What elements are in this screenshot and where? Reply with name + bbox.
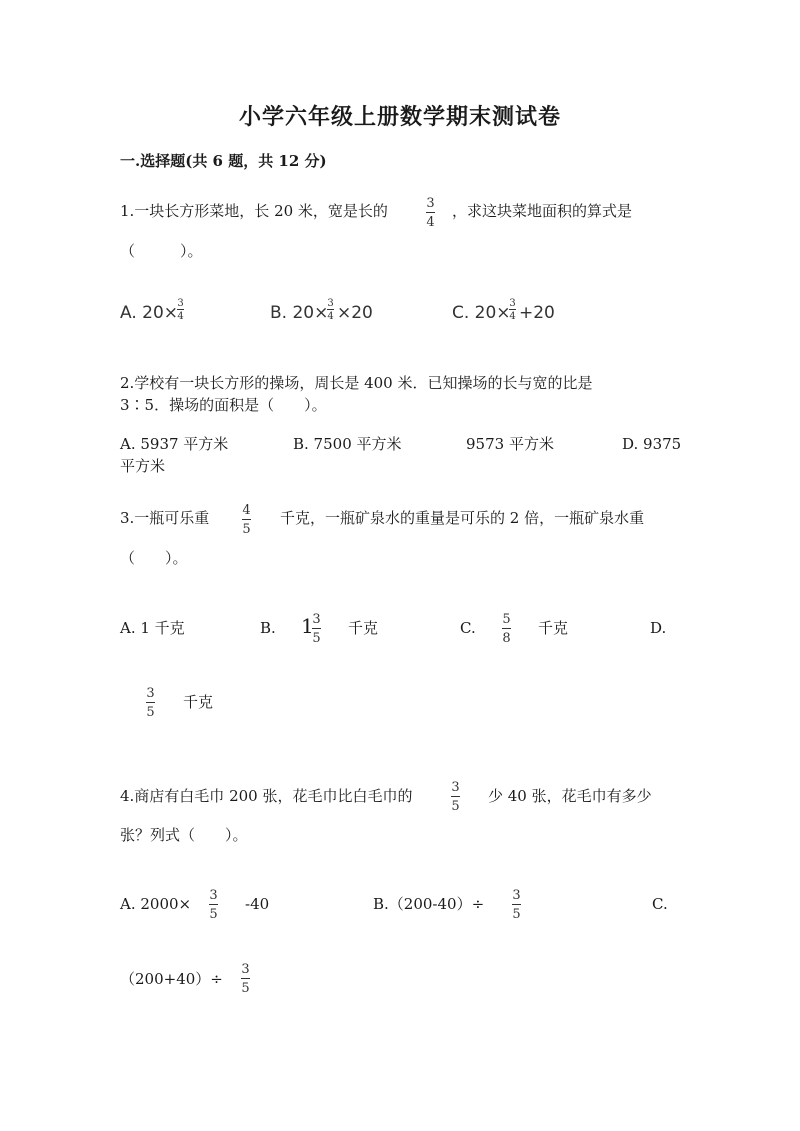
option-label: D. [650,619,667,637]
numerator: 3 [177,298,184,309]
denominator: 5 [242,522,251,537]
option-label: B. 20× [270,303,329,323]
numerator: 3 [146,686,155,701]
denominator: 5 [241,981,250,996]
fraction [327,298,334,322]
option-unit: 千克 [538,619,569,637]
answer-blank: 张？列式（ ）。 [120,826,248,844]
option-tail: +20 [519,303,555,323]
option-label: A. 2000× [120,895,192,913]
option-d[interactable]: D. 9375 [622,435,682,453]
option-unit: 千克 [183,693,214,711]
denominator: 5 [451,799,460,814]
option-tail: -40 [245,895,270,913]
question-text: 少 40 张，花毛巾有多少 [488,787,652,805]
question-text: 3.一瓶可乐重 [120,509,210,527]
denominator: 4 [426,215,435,230]
fraction [209,888,218,922]
denominator: 5 [512,907,521,922]
fraction [426,196,435,230]
numerator: 3 [327,298,334,309]
denominator: 5 [312,631,321,646]
denominator: 8 [502,631,511,646]
fraction [177,298,184,322]
question-text: 3∶5．操场的面积是（ ）。 [120,396,327,414]
numerator: 3 [426,196,435,211]
denominator: 5 [146,705,155,720]
option-c-continued: （200+40）÷ [120,970,223,988]
numerator: 3 [241,962,250,977]
numerator: 5 [502,612,511,627]
fraction [451,780,460,814]
question-text: ，求这块菜地面积的算式是 [452,202,633,220]
option-label: C. [652,895,668,913]
fraction [509,298,516,322]
option-a[interactable]: A. 1 千克 [120,619,185,637]
option-tail: ×20 [337,303,373,323]
numerator: 3 [451,780,460,795]
option-label: C. [460,619,476,637]
question-text: 千克，一瓶矿泉水的重量是可乐的 2 倍，一瓶矿泉水重 [280,509,645,527]
answer-blank: （ ）。 [120,242,203,260]
fraction [241,962,250,996]
question-text: 4.商店有白毛巾 200 张，花毛巾比白毛巾的 [120,787,413,805]
fraction [146,686,155,720]
question-text: 1.一块长方形菜地，长 20 米，宽是长的 [120,202,388,220]
numerator: 3 [512,888,521,903]
fraction [512,888,521,922]
mixed-whole: 1 [301,614,314,638]
option-label: C. 20× [452,303,511,323]
option-label: A. 20× [120,303,179,323]
option-c[interactable]: 9573 平方米 [466,435,554,453]
option-label: B.（200-40）÷ [373,895,485,913]
numerator: 3 [509,298,516,309]
section-heading: 一.选择题(共 6 题，共 12 分) [120,152,327,170]
option-unit: 千克 [348,619,379,637]
answer-blank: （ ）。 [120,549,188,567]
fraction [242,503,251,537]
denominator: 5 [209,907,218,922]
option-b[interactable]: B. 7500 平方米 [293,435,402,453]
option-a[interactable]: A. 5937 平方米 [120,435,229,453]
option-label: B. [260,619,276,637]
numerator: 3 [312,612,321,627]
option-d-continued: 平方米 [120,457,166,475]
fraction [312,612,321,646]
fraction [502,612,511,646]
denominator: 4 [509,311,516,322]
denominator: 4 [177,311,184,322]
question-text: 2.学校有一块长方形的操场，周长是 400 米．已知操场的长与宽的比是 [120,374,593,392]
numerator: 4 [242,503,251,518]
page-title: 小学六年级上册数学期末测试卷 [238,104,561,130]
denominator: 4 [327,311,334,322]
numerator: 3 [209,888,218,903]
